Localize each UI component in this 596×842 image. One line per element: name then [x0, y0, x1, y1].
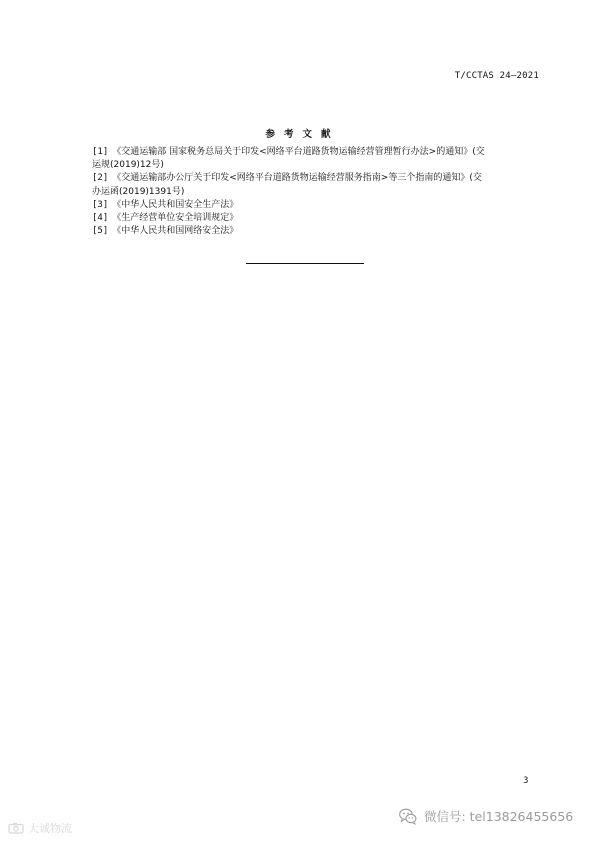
reference-text: 《交通运输部 国家税务总局关于印发<网络平台道路货物运输经营管理暂行办法>的通知》(交: [112, 147, 485, 157]
reference-text: 《生产经营单位安全培训规定》: [112, 213, 239, 224]
reference-number: [2]: [92, 173, 109, 184]
reference-text-continued: 办运函(2019)1391号): [92, 186, 185, 197]
reference-item-1: [72, 146, 542, 159]
reference-text-continued: 运规(2019)12号): [92, 160, 164, 171]
reference-item-4: [72, 212, 542, 225]
reference-number: [3]: [92, 199, 109, 210]
reference-item-5: [72, 225, 542, 238]
wechat-watermark: [398, 806, 573, 826]
reference-item-3: [72, 199, 542, 212]
camera-logo-icon: [8, 822, 24, 834]
corner-watermark: [8, 820, 72, 836]
wechat-icon: [398, 806, 418, 826]
watermark-text: 大诚物流: [28, 822, 72, 835]
page-number: 3: [523, 776, 529, 786]
reference-item-2-continued: [72, 186, 542, 199]
document-code: T/CCTAS 24—2021: [454, 71, 539, 81]
reference-text: 《中华人民共和国网络安全法》: [112, 226, 239, 237]
reference-text: 《交通运输部办公厅关于印发<网络平台道路货物运输经营服务指南>等三个指南的通知》(交: [112, 173, 482, 184]
reference-number: [5]: [92, 226, 109, 237]
reference-item-1-continued: [72, 159, 542, 172]
reference-number: [4]: [92, 213, 109, 224]
reference-item-2: [72, 172, 542, 185]
end-rule-divider: [246, 263, 364, 264]
reference-text: 《中华人民共和国安全生产法》: [112, 199, 239, 210]
reference-number: [1]: [92, 147, 109, 157]
wechat-id-text: 微信号: tel13826455656: [424, 809, 574, 824]
section-title: 参考文献: [265, 129, 340, 140]
reference-list: [72, 146, 542, 238]
